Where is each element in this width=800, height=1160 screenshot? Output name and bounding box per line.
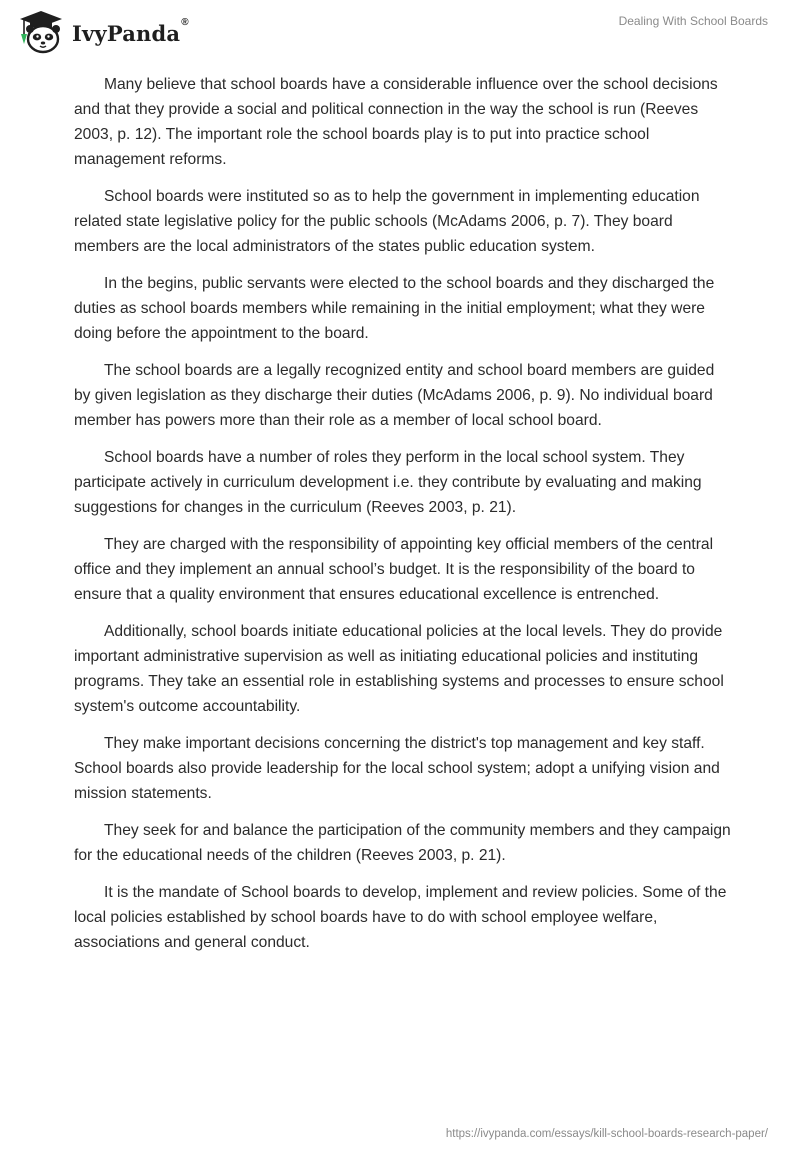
- registered-mark: ®: [181, 16, 189, 28]
- source-url[interactable]: https://ivypanda.com/essays/kill-school-boards-research-paper/: [445, 1128, 768, 1140]
- page-header: [0, 0, 800, 62]
- essay-body: [74, 72, 734, 967]
- ivypanda-logo[interactable]: [16, 8, 189, 56]
- brand-name: IvyPanda®: [72, 16, 189, 46]
- document-title: Dealing With School Boards: [618, 14, 768, 28]
- paragraph: They make important decisions concerning the district's top management and key staff. School boards also provide leadership for the local school system; adopt a unifying vision and mission statements.: [74, 735, 720, 802]
- paragraph: Many believe that school boards have a considerable influence over the school decisions and that they provide a social and political connection in the way the school is run (Reeves 2003, p. 12). The important role the school boards play is to put into practice school management reforms.: [74, 76, 718, 168]
- paragraph: School boards were instituted so as to help the government in implementing education related state legislative policy for the public schools (McAdams 2006, p. 7). They board members are the local administrators of the states public education system.: [74, 188, 700, 255]
- paragraph: They seek for and balance the participation of the community members and they campaign for the educational needs of the children (Reeves 2003, p. 21).: [74, 822, 731, 864]
- panda-graduate-icon: [16, 8, 66, 56]
- paragraph: Additionally, school boards initiate educational policies at the local levels. They do provide important administrative supervision as well as initiating educational policies and instituting programs. They take an essential role in establishing systems and processes to ensure school system's outcome accountability.: [74, 623, 724, 715]
- paragraph: School boards have a number of roles they perform in the local school system. They participate actively in curriculum development i.e. they contribute by evaluating and making suggestions for changes in the curriculum (Reeves 2003, p. 21).: [74, 449, 702, 516]
- paragraph: In the begins, public servants were elected to the school boards and they discharged the duties as school boards members while remaining in the initial employment; what they were doing before the appointment to the board.: [74, 275, 715, 342]
- paragraph: It is the mandate of School boards to develop, implement and review policies. Some of the local policies established by school boards have to do with school employee welfare, associations and general conduct.: [74, 884, 727, 951]
- paragraph: They are charged with the responsibility of appointing key official members of the central office and they implement an annual school’s budget. It is the responsibility of the board to ensure that a quality environment that ensures educational excellence is entrenched.: [74, 536, 714, 603]
- paragraph: The school boards are a legally recognized entity and school board members are guided by given legislation as they discharge their duties (McAdams 2006, p. 9). No individual board member has powers more than their role as a member of local school board.: [74, 362, 715, 429]
